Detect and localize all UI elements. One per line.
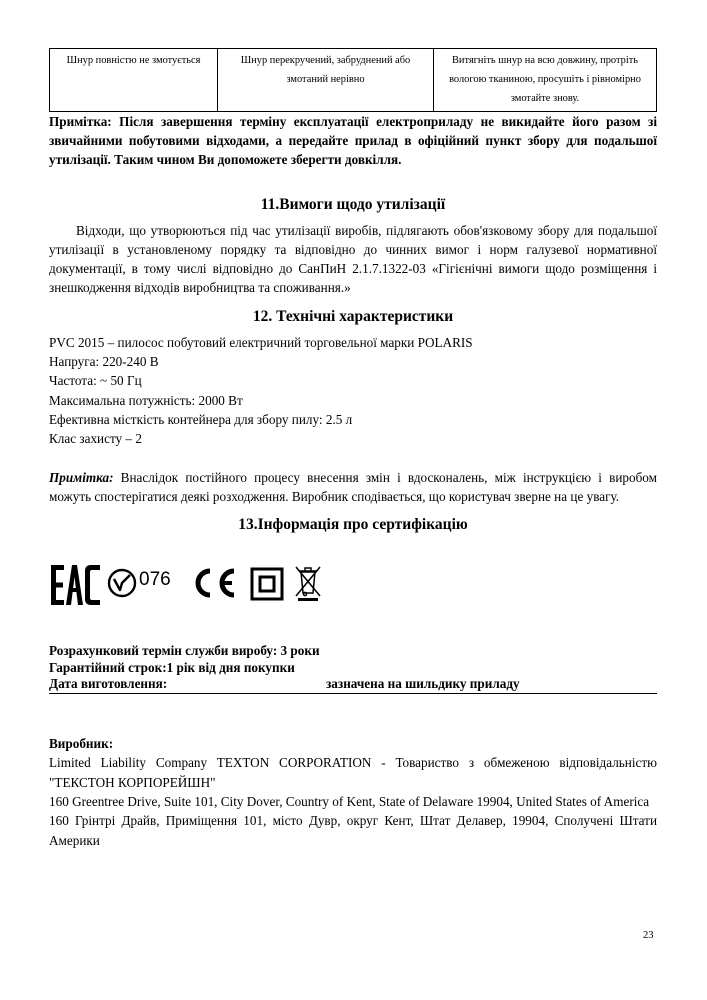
eac-mark-icon [51,563,101,607]
manufacturer-address-ua: 160 Грінтрі Драйв, Приміщення 101, місто Дувр, округ Кент, Штат Делавер, 19904, Сполучені Штати Америки [49,813,657,848]
disposal-note: Примітка: Після завершення терміну експлуатації електроприладу не викидайте його разом зі звичайними побутовими відходами, а передайте прилад в офіційний пункт збору для подальшої утилізації. Таким чином Ви допоможете зберегти довкілля. [49,114,657,167]
manufacturer-address-en: 160 Greentree Drive, Suite 101, City Dover, Country of Kent, State of Delaware 19904, United States of America [49,793,650,809]
spec-note-text: Внаслідок постійного процесу внесення змін і вдосконалень, між інструкцією і виробом можуть спостерігатися деякі розходження. Виробник сподівається, що користувач зверне на це увагу. [49,470,657,505]
ua-conformity-mark-icon [107,568,137,598]
spec-capacity: Ефективна місткість контейнера для збору пилу: 2.5 л [49,411,353,427]
double-insulation-icon [250,567,284,601]
service-life: Розрахунковий термін служби виробу: 3 роки [49,643,320,659]
section-11-heading: 11.Вимоги щодо утилізації [260,196,446,213]
manufacturer-title: Виробник: [49,735,114,751]
spec-note [49,468,657,506]
certification-marks [49,555,657,625]
manufacture-date-value: зазначена на шильдику приладу [326,676,520,692]
manufacture-date-label: Дата виготовлення: [49,676,168,692]
service-info [49,643,657,694]
spec-note-label: Примітка: [49,470,114,486]
document-page [49,48,657,850]
manufacturer-block [49,734,657,850]
spec-list [49,333,657,448]
ce-mark-icon [191,567,237,599]
spec-frequency: Частота: ~ 50 Гц [49,373,142,389]
weee-bin-icon [293,563,323,603]
warranty: Гарантійний строк:1 рік від дня покупки [49,659,295,675]
cert-code: 076 [139,569,171,591]
section-13-heading: 13.Інформація про сертифікацію [238,516,468,534]
page-number: 23 [643,930,654,941]
cause-cell: Шнур перекручений, забруднений або змотаний нерівно [218,49,434,112]
table-row [50,49,657,112]
solution-cell: Витягніть шнур на всю довжину, протріть вологою тканиною, просушіть і рівномірно змотайте знову. [434,49,657,112]
spec-voltage: Напруга: 220-240 В [49,354,159,370]
spec-power: Максимальна потужність: 2000 Вт [49,392,243,408]
manufacturer-name: Limited Liability Company TEXTON CORPORATION - Товариство з обмеженою відповідальністю "ТЕКСТОН КОРПОРЕЙШН" [49,755,657,790]
problem-cell: Шнур повністю не змотується [50,49,218,112]
spec-model: PVC 2015 – пилосос побутовий електричний торговельної марки POLARIS [49,335,473,350]
spec-protection-class: Клас захисту – 2 [49,431,142,447]
section-11-text: Відходи, що утворюються під час утилізації виробів, підлягають обов'язковому збору для подальшої утилізації в установленому порядку та відповідно до чинних вимог і норм галузевої нормативної документації, в тому числі відповідно до СанПиН 2.1.7.1322-03 «Гігієнічні вимоги щодо розміщення і знешкодження відходів виробництва та споживання.» [49,223,657,295]
section-12-heading: 12. Технічні характеристики [252,308,454,325]
manufacture-date-row [49,676,657,694]
troubleshooting-table [49,48,657,112]
